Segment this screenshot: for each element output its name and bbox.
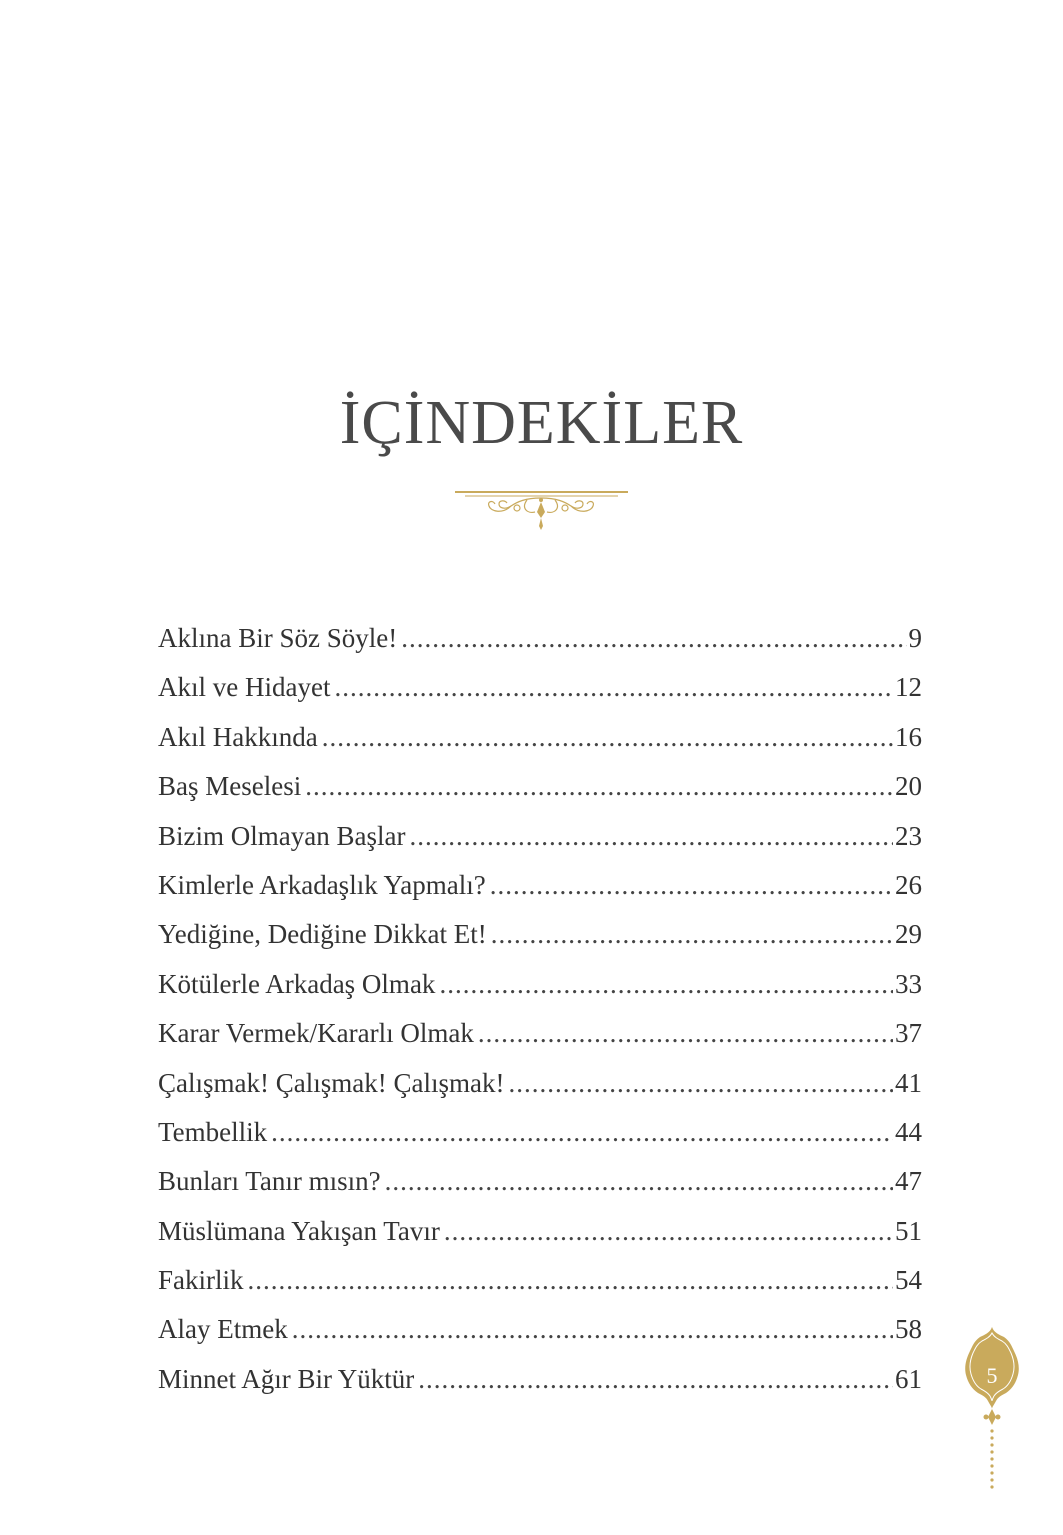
toc-entry-title: Bizim Olmayan Başlar (158, 820, 406, 851)
toc-leader-dots (491, 910, 893, 959)
toc-leader-dots (385, 1157, 893, 1206)
toc-entry[interactable] (158, 861, 922, 910)
toc-entry-page: 26 (895, 869, 922, 900)
toc-entry-page: 44 (895, 1116, 922, 1147)
toc-leader-dots (409, 812, 893, 861)
toc-leader-dots (490, 861, 893, 910)
toc-entry[interactable] (158, 713, 922, 762)
toc-leader-dots (439, 960, 893, 1009)
toc-entry-title: Çalışmak! Çalışmak! Çalışmak! (158, 1067, 505, 1098)
toc-entry-page: 20 (895, 771, 922, 802)
toc-entry[interactable] (158, 1305, 922, 1354)
toc-leader-dots (292, 1305, 893, 1354)
toc-entry-title: Baş Meselesi (158, 771, 302, 802)
toc-entry-title: Yediğine, Dediğine Dikkat Et! (158, 919, 487, 950)
toc-leader-dots (271, 1108, 893, 1157)
toc-entry-page: 51 (895, 1215, 922, 1246)
toc-entry-page: 58 (895, 1314, 922, 1345)
toc-leader-dots (305, 762, 893, 811)
toc-entry-title: Alay Etmek (158, 1314, 288, 1345)
toc-entry-page: 29 (895, 919, 922, 950)
toc-entry[interactable] (158, 1059, 922, 1108)
toc-entry[interactable] (158, 1108, 922, 1157)
page-title: İÇİNDEKİLER (339, 389, 744, 457)
page-number-badge-icon (964, 1325, 1020, 1495)
toc-entry-page: 37 (895, 1018, 922, 1049)
toc-entry-title: Müslümana Yakışan Tavır (158, 1215, 440, 1246)
toc-entry[interactable] (158, 1157, 922, 1206)
toc-entry-title: Minnet Ağır Bir Yüktür (158, 1363, 415, 1394)
toc-entry-page: 54 (895, 1265, 922, 1296)
toc-entry-title: Kimlerle Arkadaşlık Yapmalı? (158, 869, 486, 900)
toc-entry-page: 23 (895, 820, 922, 851)
toc-leader-dots (401, 614, 906, 663)
toc-leader-dots (444, 1207, 893, 1256)
toc-entry-title: Akıl ve Hidayet (158, 672, 331, 703)
toc-entry-title: Kötülerle Arkadaş Olmak (158, 968, 436, 999)
toc-entry[interactable] (158, 812, 922, 861)
toc-entry-title: Karar Vermek/Kararlı Olmak (158, 1018, 474, 1049)
page-number: 5 (986, 1363, 998, 1388)
toc-entry-title: Tembellik (158, 1116, 268, 1147)
toc-entry[interactable] (158, 1009, 922, 1058)
toc-leader-dots (418, 1355, 893, 1404)
toc-entry-title: Fakirlik (158, 1265, 244, 1296)
toc-leader-dots (322, 713, 893, 762)
toc-entry-title: Aklına Bir Söz Söyle! (158, 623, 398, 653)
toc-entry[interactable] (158, 1207, 922, 1256)
toc-leader-dots (508, 1059, 893, 1108)
toc-entry-page: 41 (895, 1067, 922, 1098)
toc-entry[interactable] (158, 762, 922, 811)
toc-entry[interactable] (158, 910, 922, 959)
toc-entry-page: 12 (895, 672, 922, 703)
toc-entry[interactable] (158, 960, 922, 1009)
toc-entry-page: 16 (895, 721, 922, 752)
toc-entry[interactable] (158, 1355, 922, 1404)
decorative-ornament-icon (455, 488, 628, 530)
toc-entry[interactable] (158, 663, 922, 712)
toc-entry[interactable] (158, 1256, 922, 1305)
toc-entry-page: 47 (895, 1166, 922, 1197)
toc-entry-page: 33 (895, 968, 922, 999)
toc-leader-dots (248, 1256, 894, 1305)
toc-entry-page: 61 (895, 1363, 922, 1394)
toc-entry-title: Bunları Tanır mısın? (158, 1166, 381, 1197)
toc-entry[interactable] (158, 614, 922, 663)
toc-entry-title: Akıl Hakkında (158, 721, 318, 752)
toc-leader-dots (478, 1009, 893, 1058)
table-of-contents (158, 614, 922, 1404)
toc-leader-dots (334, 663, 893, 712)
toc-entry-page: 9 (908, 623, 922, 653)
